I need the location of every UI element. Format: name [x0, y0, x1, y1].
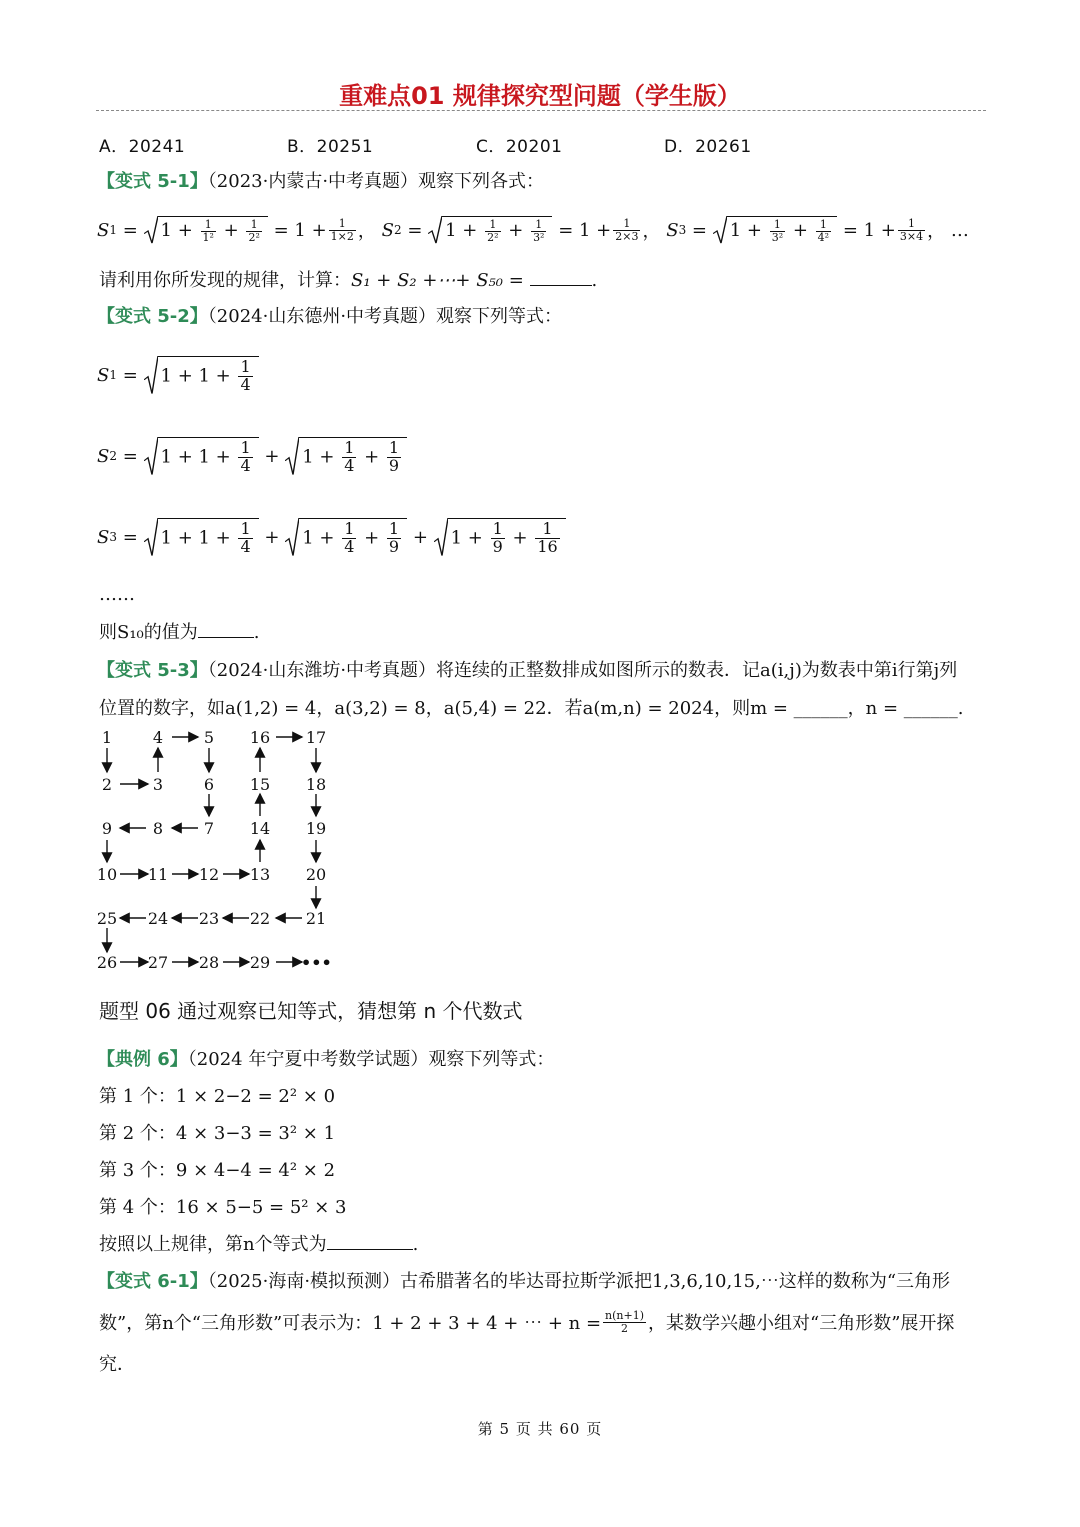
v52-tag: 【变式 5-2】: [97, 306, 208, 327]
grid-cell: 3: [152, 775, 164, 794]
sqrt-v52-s1: 1 + 1 + $\frac{1}{4}$: [144, 356, 259, 394]
grid-cell: 12: [198, 865, 220, 884]
option-b: B．20251: [287, 137, 374, 157]
option-a: A．20241: [99, 137, 186, 157]
ex6-line-3: 第 3 个：9 × 4−4 = 4² × 2: [99, 1160, 336, 1181]
grid-cell: •••: [301, 953, 332, 972]
grid-cell: 13: [249, 865, 271, 884]
v51-question: 请利用你所发现的规律，计算：S₁ + S₂ +⋯+ S₅₀ = .: [99, 266, 597, 292]
v61-line2: [99, 1302, 954, 1342]
section-06-heading: 题型 06 通过观察已知等式，猜想第 n 个代数式: [99, 999, 523, 1023]
v61-line1: [97, 1267, 950, 1293]
v52-dots: ……: [99, 584, 135, 605]
answer-blank[interactable]: [530, 267, 592, 286]
grid-cell: 8: [152, 819, 164, 838]
grid-cell: 15: [249, 775, 271, 794]
grid-cell: 26: [96, 953, 118, 972]
v51-sum: S₁ + S₂ +⋯+ S₅₀ =: [351, 270, 524, 291]
sqrt-s2: 1 + $\frac{1}{\text{2²}}$ + $\frac{1}{\text{3²}}$: [428, 216, 552, 243]
grid-cell: 6: [203, 775, 215, 794]
v53-source: （2024·山东潍坊·中考真题）将连续的正整数排成如图所示的数表．记a(i,j)为数表中第i行第j列: [207, 660, 958, 681]
grid-cell: 10: [96, 865, 118, 884]
v52-source: （2024·山东德州·中考真题）观察下列等式：: [207, 306, 563, 327]
ex6-line-1: 第 1 个：1 × 2−2 = 2² × 0: [99, 1086, 336, 1107]
grid-cell: 17: [305, 728, 327, 747]
grid-cell: 18: [305, 775, 327, 794]
sqrt-s1: 1 + $\frac{1}{\text{1²}}$ + $\frac{1}{\text{2²}}$: [144, 216, 268, 243]
page-number: 第 5 页 共 60 页: [477, 1420, 603, 1438]
v51-formula: S 1 = 1 + $\frac{1}{\text{1²}}$ + $\frac{1}{\text{2²}}$ = 1 + $\frac{1}{1\times 2}$ ， S 2 = 1 + $\frac{1}{\text{2²}}$ + $\frac{1}{\text{3²}}$ = 1 + $\frac{1}{2\times 3}$ ， S 3 = 1 + $\frac{1}{\text{3²}}$ + $\frac{1}{\text{4²}}$ = 1 + $\frac{1}{3\times 4}$ ， …: [97, 216, 969, 244]
grid-cell: 24: [147, 909, 169, 928]
option-d: D．20261: [664, 137, 752, 157]
ex6-heading: [97, 1045, 554, 1071]
page-title: 重难点01 规律探究型问题（学生版）: [339, 82, 741, 110]
grid-cell: 7: [203, 819, 215, 838]
grid-cell: 23: [198, 909, 220, 928]
ex6-question: 按照以上规律，第n个等式为 .: [99, 1230, 418, 1256]
v61-line3: 究．: [99, 1354, 135, 1375]
number-grid: [92, 728, 342, 974]
ex6-line-4: 第 4 个：16 × 5−5 = 5² × 3: [99, 1197, 347, 1218]
grid-cell: 14: [249, 819, 271, 838]
grid-cell: 27: [147, 953, 169, 972]
v53-tag: 【变式 5-3】: [97, 660, 208, 681]
grid-cell: 5: [203, 728, 215, 747]
grid-cell: 19: [305, 819, 327, 838]
sqrt-s3: 1 + $\frac{1}{\text{3²}}$ + $\frac{1}{\text{4²}}$: [713, 216, 837, 243]
grid-cell: 21: [305, 909, 327, 928]
grid-cell: 29: [249, 953, 271, 972]
grid-cell: 20: [305, 865, 327, 884]
v61-text2a: 数”，第n个“三角形数”可表示为：1 + 2 + 3 + 4 + ⋯ + n =: [99, 1313, 602, 1334]
grid-cell: 2: [101, 775, 113, 794]
header-divider: [96, 110, 986, 111]
v53-line2: 位置的数字，如a(1,2) = 4，a(3,2) = 8，a(5,4) = 22．若a(m,n) = 2024，则m = ______，n = ______.: [99, 698, 964, 719]
grid-cell: 11: [147, 865, 169, 884]
grid-cell: 22: [249, 909, 271, 928]
v51-ellipsis: …: [950, 219, 969, 241]
grid-cell: 16: [249, 728, 271, 747]
grid-cell: 1: [101, 728, 113, 747]
triangular-fraction: [603, 1310, 646, 1334]
v52-question-text: 则S₁₀的值为: [99, 622, 198, 643]
grid-cell: 9: [101, 819, 113, 838]
grid-arrows: [92, 728, 342, 974]
v52-s2: S 2 = 1 + 1 + $\frac{1}{4}$ + 1 + $\frac{1}{4}$ + $\frac{1}{9}$: [97, 423, 407, 489]
v61-text2b: ，某数学兴趣小组对“三角形数”展开探: [648, 1313, 955, 1334]
v52-answer-blank[interactable]: [198, 619, 254, 638]
v52-heading: [97, 302, 562, 328]
grid-cell: 25: [96, 909, 118, 928]
v61-tag: 【变式 6-1】: [97, 1271, 208, 1292]
ex6-line-2: 第 2 个：4 × 3−3 = 3² × 1: [99, 1123, 336, 1144]
grid-cell: 28: [198, 953, 220, 972]
frac-denominator: 2: [621, 1321, 629, 1335]
grid-cell: 4: [152, 728, 164, 747]
v51-tag: 【变式 5-1】: [97, 171, 208, 192]
v61-text1: （2025·海南·模拟预测）古希腊著名的毕达哥拉斯学派把1,3,6,10,15,⋯这样的数称为“三角形: [207, 1271, 951, 1292]
frac-numerator: n(n+1): [605, 1308, 644, 1322]
ex6-question-text: 按照以上规律，第n个等式为: [99, 1234, 327, 1255]
v53-heading: [97, 656, 957, 682]
ex6-answer-blank[interactable]: [327, 1231, 413, 1250]
ex6-source: （2024 年宁夏中考数学试题）观察下列等式：: [187, 1049, 555, 1070]
v52-s1: S 1 = 1 + 1 + $\frac{1}{4}$: [97, 342, 259, 408]
ex6-tag: 【典例 6】: [97, 1049, 188, 1070]
v51-prompt: 请利用你所发现的规律，计算：: [99, 270, 351, 291]
v51-source: （2023·内蒙古·中考真题）观察下列各式：: [207, 171, 545, 192]
v52-question: 则S₁₀的值为 .: [99, 618, 260, 644]
v52-s3: S 3 = 1 + 1 + $\frac{1}{4}$ + 1 + $\frac{1}{4}$ + $\frac{1}{9}$ + 1 + $\frac{1}{9}$ + $\frac{1}{16}$: [97, 504, 566, 570]
option-c: C．20201: [476, 137, 563, 157]
v51-heading: [97, 167, 544, 193]
